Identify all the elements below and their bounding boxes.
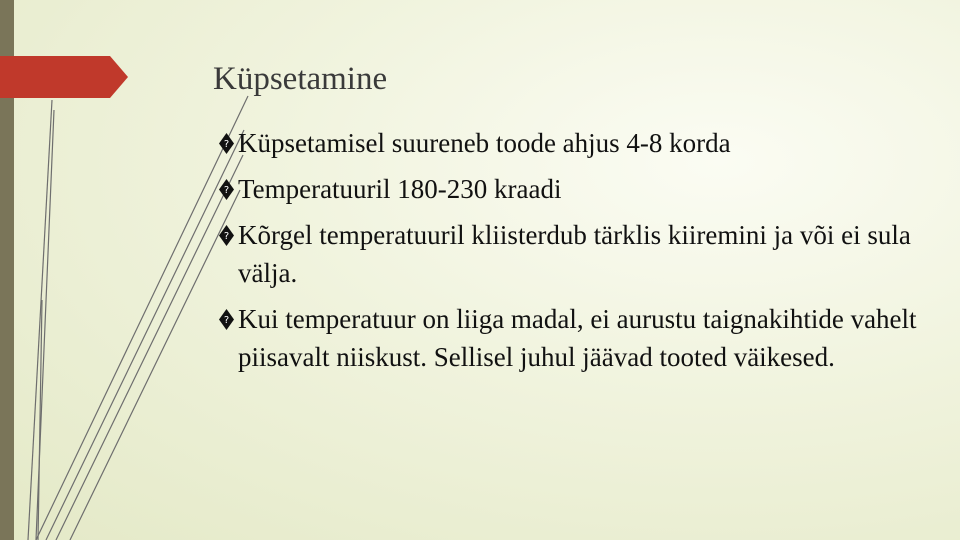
- bullet-text: Küpsetamisel suureneb toode ahjus 4-8 korda: [238, 128, 731, 158]
- bullet-list: [218, 124, 918, 376]
- bullet-text: Temperatuuril 180-230 kraadi: [238, 174, 562, 204]
- title-accent-bar: [0, 56, 130, 98]
- slide-title: Küpsetamine: [213, 61, 388, 97]
- svg-text:?: ?: [223, 231, 230, 242]
- bullet-text: Kõrgel temperatuuril kliisterdub tärklis kiiremini ja või ei sula välja.: [238, 220, 911, 288]
- svg-text:?: ?: [223, 315, 230, 326]
- missing-glyph-icon: [218, 308, 235, 331]
- svg-text:?: ?: [223, 139, 230, 150]
- bullet-item: [218, 300, 918, 376]
- missing-glyph-icon: [218, 224, 235, 247]
- missing-glyph-icon: [218, 178, 235, 201]
- bullet-item: [218, 216, 918, 292]
- missing-glyph-icon: [218, 132, 235, 155]
- svg-text:?: ?: [223, 185, 230, 196]
- bullet-item: [218, 170, 918, 208]
- bullet-item: [218, 124, 918, 162]
- bullet-text: Kui temperatuur on liiga madal, ei aurustu taignakihtide vahelt piisavalt niiskust. Sellisel juhul jäävad tooted väikesed.: [238, 304, 917, 372]
